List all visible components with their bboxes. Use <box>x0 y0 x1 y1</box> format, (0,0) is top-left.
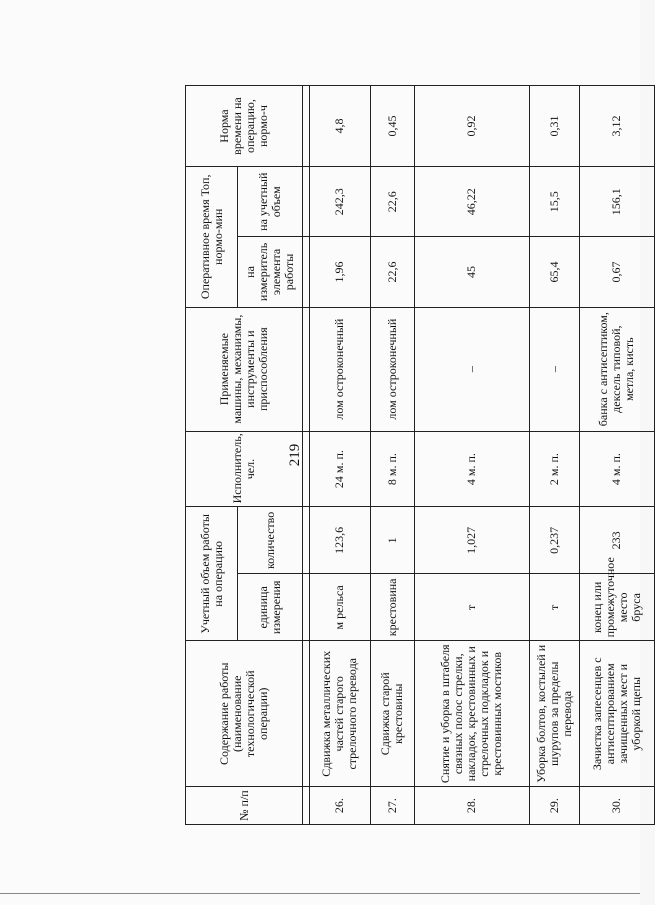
header-content: Содержание работы (наименование технологической операции) <box>186 641 303 787</box>
cell-machines: – <box>414 307 529 431</box>
header-executor: Исполнитель, чел. <box>186 431 303 507</box>
header-machines: Применяемые машины, механизмы, инструменты и приспособления <box>186 307 303 431</box>
cell-machines: – <box>529 307 579 431</box>
header-volume-unit: единица измерения <box>238 574 303 641</box>
header-volume-qty: количество <box>238 507 303 574</box>
table-row <box>370 86 414 825</box>
table-row <box>529 86 579 825</box>
cell-norm: 0,31 <box>529 86 579 167</box>
cell-time-total: 242,3 <box>310 167 371 237</box>
cell-time-total: 15,5 <box>529 167 579 237</box>
cell-time-total: 46,22 <box>414 167 529 237</box>
cell-executor: 4 м. п. <box>414 431 529 507</box>
header-op-time-total: на учетный объем <box>238 167 303 237</box>
header-op-time-unit: на измеритель элемента работы <box>238 237 303 307</box>
cell-machines: лом остроконечный <box>370 307 414 431</box>
norms-table <box>185 85 655 825</box>
cell-time-unit: 1,96 <box>310 237 371 307</box>
cell-machines: банка с антисептиком, дексель типовой, метла, кисть <box>579 307 654 431</box>
cell-qty: 1 <box>370 507 414 574</box>
cell-norm: 0,92 <box>414 86 529 167</box>
cell-time-total: 156,1 <box>579 167 654 237</box>
cell-unit: м рельса <box>310 574 371 641</box>
cell-qty: 123,6 <box>310 507 371 574</box>
cell-executor: 24 м. п. <box>310 431 371 507</box>
cell-num: 29. <box>529 787 579 825</box>
table-row <box>414 86 529 825</box>
cell-content: Уборка болтов, костылей и шурупов за пределы перевода <box>529 641 579 787</box>
cell-time-unit: 0,67 <box>579 237 654 307</box>
table-row <box>310 86 371 825</box>
cell-executor: 8 м. п. <box>370 431 414 507</box>
cell-unit: т <box>529 574 579 641</box>
cell-num: 27. <box>370 787 414 825</box>
cell-num: 28. <box>414 787 529 825</box>
cell-qty: 233 <box>579 507 654 574</box>
cell-norm: 3,12 <box>579 86 654 167</box>
cell-executor: 2 м. п. <box>529 431 579 507</box>
cell-unit: крестовина <box>370 574 414 641</box>
cell-time-unit: 22,6 <box>370 237 414 307</box>
table-row <box>579 86 654 825</box>
header-num: № п/п <box>186 787 303 825</box>
cell-time-unit: 45 <box>414 237 529 307</box>
cell-time-unit: 65,4 <box>529 237 579 307</box>
cell-content: Сдвижка старой крестовины <box>370 641 414 787</box>
cell-norm: 0,45 <box>370 86 414 167</box>
header-norm: Норма времени на операцию, нормо-ч <box>186 86 303 167</box>
cell-qty: 1,027 <box>414 507 529 574</box>
cell-unit: т <box>414 574 529 641</box>
cell-machines: лом остроконечный <box>310 307 371 431</box>
header-spacer-row <box>303 86 310 825</box>
rotated-table-container <box>185 85 655 825</box>
cell-num: 30. <box>579 787 654 825</box>
cell-unit: конец или промежуточное место бруса <box>579 574 654 641</box>
cell-norm: 4,8 <box>310 86 371 167</box>
page-edge-line <box>0 893 640 894</box>
cell-content: Снятие и уборка в штабеля связных полос стрелки, накладок, крестовинных и стрелочных подкладок и крестовинных мостиков <box>414 641 529 787</box>
header-volume-group: Учетный объем работы на операцию <box>186 507 238 641</box>
cell-time-total: 22,6 <box>370 167 414 237</box>
page-number: 219 <box>287 443 303 467</box>
cell-executor: 4 м. п. <box>579 431 654 507</box>
cell-num: 26. <box>310 787 371 825</box>
cell-qty: 0,237 <box>529 507 579 574</box>
cell-content: Сдвижка металлических частей старого стрелочного перевода <box>310 641 371 787</box>
cell-content: Зачистка запесенцев с антисептированием зачищенных мест и уборкой щепы <box>579 641 654 787</box>
header-op-time-group: Оперативное время Топ, нормо-мин <box>186 167 238 307</box>
